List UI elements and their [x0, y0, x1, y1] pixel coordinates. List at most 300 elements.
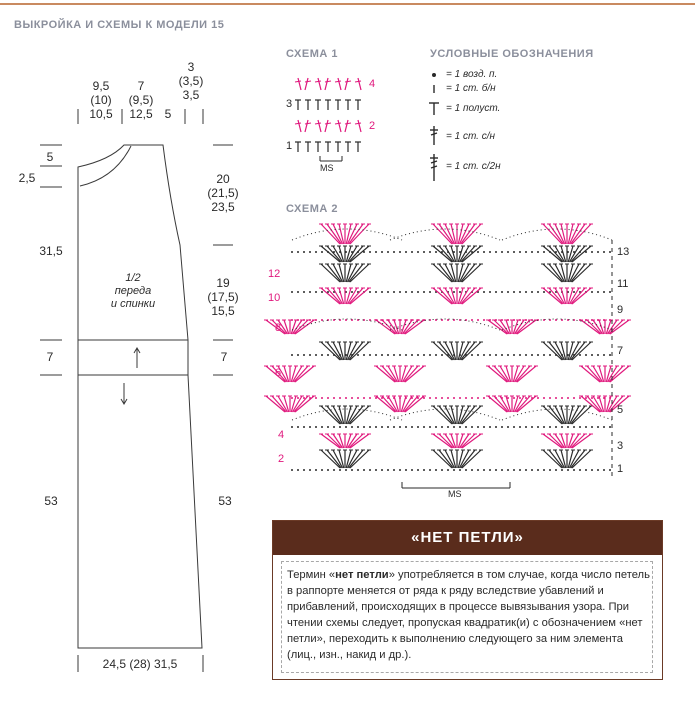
- chain-dot: [579, 469, 581, 471]
- chain-dot: [597, 251, 599, 253]
- chain-dot: [375, 251, 377, 253]
- chain-dot: [387, 291, 389, 293]
- chain-dot: [597, 469, 599, 471]
- chain-dot: [357, 354, 359, 356]
- chain-dot: [543, 291, 545, 293]
- chain-dot: [399, 251, 401, 253]
- chain-dot: [447, 469, 449, 471]
- chain-dot: [495, 291, 497, 293]
- scheme2-row-6: 6: [275, 367, 282, 379]
- chain-dot: [609, 426, 611, 428]
- chain-dot: [333, 397, 335, 399]
- chain-dot: [519, 426, 521, 428]
- chain-dot: [435, 251, 437, 253]
- chain-dot: [327, 397, 329, 399]
- chain-dot: [309, 469, 311, 471]
- legend-item-tr: = 1 ст. с/2н: [446, 161, 501, 172]
- scheme2-row-2: 2: [278, 453, 285, 465]
- chain-dot: [363, 426, 365, 428]
- dim-right-side: 19 (17,5) 15,5: [207, 276, 239, 318]
- chain-dot: [543, 397, 545, 399]
- chain-dot: [417, 291, 419, 293]
- chain-dot: [399, 426, 401, 428]
- chain-dot: [501, 251, 503, 253]
- chain-dot: [315, 397, 317, 399]
- chain-dot: [525, 426, 527, 428]
- chain-dot: [393, 251, 395, 253]
- chain-dot: [531, 291, 533, 293]
- chain-dot: [495, 426, 497, 428]
- chain-dot: [375, 354, 377, 356]
- chain-dot: [603, 354, 605, 356]
- chain-dot: [441, 354, 443, 356]
- chain-dot: [321, 469, 323, 471]
- chain-dot: [321, 291, 323, 293]
- chain-dot: [429, 251, 431, 253]
- chain-dot: [423, 469, 425, 471]
- legend-title: УСЛОВНЫЕ ОБОЗНАЧЕНИЯ: [430, 48, 594, 60]
- chain-dot: [483, 291, 485, 293]
- chain-dot: [525, 251, 527, 253]
- scheme1-row-4: 4: [369, 78, 376, 90]
- chain-dot: [387, 251, 389, 253]
- scheme2-row-1: 1: [617, 463, 624, 475]
- chain-dot: [369, 469, 371, 471]
- chain-dot: [369, 397, 371, 399]
- chain-dot: [399, 291, 401, 293]
- chain-dot: [435, 354, 437, 356]
- chain-dot: [375, 426, 377, 428]
- chain-dot: [381, 251, 383, 253]
- chain-dot: [519, 354, 521, 356]
- scheme1-row-2: 2: [369, 120, 376, 132]
- chain-dot: [483, 319, 485, 321]
- chain-dot: [519, 291, 521, 293]
- chain-dot: [549, 469, 551, 471]
- chain-dot: [591, 397, 593, 399]
- chain-dot: [549, 354, 551, 356]
- chain-dot: [369, 251, 371, 253]
- chain-dot: [531, 469, 533, 471]
- chain-dot: [291, 291, 293, 293]
- chain-dot: [321, 354, 323, 356]
- chain-dot: [507, 469, 509, 471]
- chain-dot: [429, 426, 431, 428]
- chain-dot: [441, 426, 443, 428]
- dim-bottom: 24,5 (28) 31,5: [102, 657, 178, 671]
- chain-dot: [489, 426, 491, 428]
- chain-dot: [507, 251, 509, 253]
- chain-dot: [525, 291, 527, 293]
- chain-dot: [573, 291, 575, 293]
- chain-dot: [537, 291, 539, 293]
- chain-dot: [489, 251, 491, 253]
- note-title: «НЕТ ПЕТЛИ»: [273, 521, 662, 555]
- dim-left-upper: 31,5: [39, 244, 63, 258]
- chain-dot: [303, 469, 305, 471]
- chain-dot: [525, 397, 527, 399]
- chain-dot: [435, 397, 437, 399]
- scheme1-title: СХЕМА 1: [286, 48, 338, 60]
- chain-dot: [441, 397, 443, 399]
- chain-dot: [537, 251, 539, 253]
- chain-dot: [579, 354, 581, 356]
- chain-dot: [573, 469, 575, 471]
- chain-dot: [405, 251, 407, 253]
- chain-dot: [411, 354, 413, 356]
- note-box: [272, 520, 663, 680]
- chain-dot: [591, 426, 593, 428]
- chain-dot: [483, 354, 485, 356]
- dim-left-shoulder: 2,5: [18, 171, 36, 185]
- chain-dot: [609, 251, 611, 253]
- chain-dot: [399, 354, 401, 356]
- chain-dot: [297, 426, 299, 428]
- chain-dot: [417, 354, 419, 356]
- chain-dot: [459, 291, 461, 293]
- chain-dot: [513, 426, 515, 428]
- chain-dot: [471, 426, 473, 428]
- chain-dot: [507, 426, 509, 428]
- chain-arc: [390, 229, 500, 240]
- chain-dot: [345, 469, 347, 471]
- chain-dot: [495, 469, 497, 471]
- note-term: нет петли: [335, 569, 389, 581]
- chain-dot: [333, 426, 335, 428]
- dim-top-d: 3 (3,5) 3,5: [178, 60, 204, 102]
- chain-dot: [423, 251, 425, 253]
- chain-dot: [489, 469, 491, 471]
- chain-dot: [351, 426, 353, 428]
- dim-left-skirt: 53: [44, 494, 58, 508]
- chain-dot: [429, 354, 431, 356]
- chain-dot: [573, 426, 575, 428]
- chain-dot: [435, 426, 437, 428]
- dim-left-band: 7: [46, 350, 54, 364]
- chain-dot: [363, 397, 365, 399]
- chain-dot: [501, 291, 503, 293]
- scheme2-row-4: 4: [278, 429, 285, 441]
- chain-dot: [531, 251, 533, 253]
- chain-dot: [309, 354, 311, 356]
- chain-dot: [513, 251, 515, 253]
- chain-dot: [495, 251, 497, 253]
- chain-dot: [393, 426, 395, 428]
- chain-dot: [531, 426, 533, 428]
- chain-dot: [357, 426, 359, 428]
- chain-dot: [351, 291, 353, 293]
- dim-right-skirt: 53: [218, 494, 232, 508]
- chain-dot: [465, 397, 467, 399]
- scheme2-repeat-label: MS: [448, 489, 462, 499]
- chain-dot: [303, 397, 305, 399]
- chain-dot: [525, 469, 527, 471]
- scheme2-row-11: 11: [617, 278, 629, 290]
- chain-dot: [579, 426, 581, 428]
- chain-dot: [543, 469, 545, 471]
- chain-dot: [513, 469, 515, 471]
- chain-dot: [363, 469, 365, 471]
- chain-dot: [339, 397, 341, 399]
- chain-dot: [477, 397, 479, 399]
- scheme2-row-12: 12: [268, 268, 281, 280]
- chain-dot: [597, 354, 599, 356]
- chain-dot: [405, 354, 407, 356]
- chain-dot: [591, 251, 593, 253]
- chain-dot: [471, 469, 473, 471]
- chain-dot: [585, 354, 587, 356]
- chain-dot: [519, 469, 521, 471]
- scheme1-repeat-label: MS: [320, 163, 334, 173]
- chain-dot: [471, 354, 473, 356]
- dim-right-band: 7: [220, 350, 228, 364]
- scheme2-row-8: 8: [275, 322, 282, 334]
- chain-dot: [327, 469, 329, 471]
- chain-dot: [591, 469, 593, 471]
- chain-dot: [297, 354, 299, 356]
- chain-dot: [465, 426, 467, 428]
- chain-dot: [489, 291, 491, 293]
- chain-dot: [303, 354, 305, 356]
- chain-dot: [351, 469, 353, 471]
- chain-dot: [309, 251, 311, 253]
- scheme2-title: СХЕМА 2: [286, 203, 338, 215]
- scheme2-row-5: 5: [617, 404, 624, 416]
- scheme2-row-7: 7: [617, 345, 624, 357]
- chain-dot: [591, 354, 593, 356]
- chain-dot: [321, 397, 323, 399]
- chain-dot: [393, 291, 395, 293]
- dim-top-b: 7 (9,5) 12,5: [128, 79, 154, 121]
- chain-dot: [447, 426, 449, 428]
- chain-dot: [555, 426, 557, 428]
- chain-dot: [609, 354, 611, 356]
- chain-dot: [483, 426, 485, 428]
- chain-dot: [567, 397, 569, 399]
- dim-top-c: 5: [164, 107, 172, 121]
- chain-dot: [417, 251, 419, 253]
- chain-dot: [387, 354, 389, 356]
- chain-dot: [357, 397, 359, 399]
- chain-dot: [543, 426, 545, 428]
- chain-dot: [483, 469, 485, 471]
- center-label: 1/2 переда и спинки: [110, 272, 156, 310]
- scheme1-row-3: 3: [286, 98, 293, 110]
- chain-dot: [363, 354, 365, 356]
- scheme2-row-9: 9: [617, 304, 624, 316]
- chain-dot: [321, 251, 323, 253]
- chain-dot: [381, 426, 383, 428]
- chain-dot: [465, 469, 467, 471]
- chain-dot: [291, 426, 293, 428]
- chain-dot: [537, 354, 539, 356]
- chain-dot: [303, 426, 305, 428]
- chain-dot: [585, 426, 587, 428]
- chain-dot: [561, 426, 563, 428]
- chain-dot: [453, 397, 455, 399]
- chain-dot: [603, 291, 605, 293]
- chain-dot: [609, 291, 611, 293]
- chain-dot: [585, 469, 587, 471]
- chain-dot: [471, 397, 473, 399]
- chain-dot: [333, 469, 335, 471]
- chain-dot: [315, 251, 317, 253]
- chain-dot: [507, 291, 509, 293]
- chain-dot: [555, 397, 557, 399]
- chain-dot: [483, 397, 485, 399]
- chain-dot: [513, 291, 515, 293]
- chain-dot: [519, 397, 521, 399]
- chain-dot: [291, 251, 293, 253]
- chain-dot: [315, 291, 317, 293]
- chain-dot: [345, 397, 347, 399]
- legend-item-chain: = 1 возд. п.: [446, 69, 498, 80]
- chain-dot: [405, 291, 407, 293]
- chain-dot: [567, 469, 569, 471]
- chain-dot: [345, 426, 347, 428]
- chain-dot: [519, 251, 521, 253]
- chain-dot: [459, 426, 461, 428]
- chain-dot: [411, 291, 413, 293]
- legend-item-dc: = 1 ст. с/н: [446, 131, 496, 142]
- chain-dot: [585, 397, 587, 399]
- chain-dot: [573, 397, 575, 399]
- chain-dot: [315, 354, 317, 356]
- chain-dot: [513, 397, 515, 399]
- chain-dot: [387, 469, 389, 471]
- chain-dot: [429, 397, 431, 399]
- chain-dot: [435, 469, 437, 471]
- chain-dot: [405, 426, 407, 428]
- chain-dot: [369, 354, 371, 356]
- chain-dot: [339, 469, 341, 471]
- chain-dot: [531, 354, 533, 356]
- chain-dot: [441, 469, 443, 471]
- chain-dot: [393, 469, 395, 471]
- chain-dot: [561, 397, 563, 399]
- chain-dot: [381, 291, 383, 293]
- legend-item-hdc: = 1 полуст.: [446, 103, 501, 114]
- chain-dot: [369, 426, 371, 428]
- chain-dot: [399, 469, 401, 471]
- chain-dot: [351, 397, 353, 399]
- chain-dot: [597, 291, 599, 293]
- chain-dot: [603, 426, 605, 428]
- note-text: Термин «нет петли» употребляется в том случае, когда число петель в раппорте меняется от ряда к ряду вследствие убавлений и прибавлений, происходящих в процессе вывязывания узора. При чтении схемы следует, пропуская квадратик(и) с обозначением «нет петли», переходить к выполнению следующего за ним элемента (лиц., изн., накид и др.).: [287, 569, 650, 661]
- chain-dot: [339, 426, 341, 428]
- chain-dot: [609, 469, 611, 471]
- chain-dot: [477, 354, 479, 356]
- chain-dot: [537, 397, 539, 399]
- chain-dot: [501, 354, 503, 356]
- chain-dot: [483, 251, 485, 253]
- chain-dot: [453, 426, 455, 428]
- chain-dot: [579, 397, 581, 399]
- chain-dot: [315, 426, 317, 428]
- chain-dot: [561, 469, 563, 471]
- chain-dot: [537, 426, 539, 428]
- chain-dot: [495, 354, 497, 356]
- chain-dot: [423, 291, 425, 293]
- dim-top-a: 9,5 (10) 10,5: [89, 79, 113, 121]
- scheme2-row-10: 10: [268, 292, 281, 304]
- chain-dot: [477, 469, 479, 471]
- dim-right-armhole: 20 (21,5) 23,5: [207, 172, 239, 214]
- chain-dot: [423, 354, 425, 356]
- chain-dot: [501, 426, 503, 428]
- chain-dot: [381, 354, 383, 356]
- chain-dot: [459, 397, 461, 399]
- chain-dot: [297, 251, 299, 253]
- chain-dot: [309, 426, 311, 428]
- chain-dot: [489, 354, 491, 356]
- chain-dot: [603, 469, 605, 471]
- chain-dot: [405, 469, 407, 471]
- chain-dot: [453, 291, 455, 293]
- chain-dot: [291, 469, 293, 471]
- legend-item-sc: = 1 ст. б/н: [446, 83, 496, 94]
- chain-dot: [597, 397, 599, 399]
- scheme2-row-3: 3: [617, 440, 624, 452]
- chain-dot: [303, 291, 305, 293]
- chain-dot: [297, 291, 299, 293]
- chain-dot: [411, 251, 413, 253]
- scheme2-row-13: 13: [617, 246, 630, 258]
- chain-dot: [543, 251, 545, 253]
- chain-dot: [369, 291, 371, 293]
- chain-dot: [471, 319, 473, 321]
- chain-dot: [567, 426, 569, 428]
- chain-dot: [453, 469, 455, 471]
- chain-dot: [381, 469, 383, 471]
- chain-dot: [549, 397, 551, 399]
- chain-dot: [297, 469, 299, 471]
- chain-dot: [303, 251, 305, 253]
- chain-dot: [411, 426, 413, 428]
- chain-dot: [375, 291, 377, 293]
- chain-dot: [327, 354, 329, 356]
- page-title: ВЫКРОЙКА И СХЕМЫ К МОДЕЛИ 15: [14, 19, 225, 31]
- chain-dot: [459, 469, 461, 471]
- chain-dot: [375, 469, 377, 471]
- chain-dot: [315, 469, 317, 471]
- chain-dot: [555, 469, 557, 471]
- chain-dot: [543, 354, 545, 356]
- chain-dot: [507, 354, 509, 356]
- chain-dot: [597, 426, 599, 428]
- chain-dot: [549, 426, 551, 428]
- chain-dot: [603, 251, 605, 253]
- chain-dot: [291, 354, 293, 356]
- chain-dot: [423, 426, 425, 428]
- chain-dot: [327, 426, 329, 428]
- chain-dot: [297, 397, 299, 399]
- chain-dot: [501, 469, 503, 471]
- chain-dot: [411, 469, 413, 471]
- chain-dot: [525, 354, 527, 356]
- chain-dot: [477, 426, 479, 428]
- chain-dot: [321, 426, 323, 428]
- chain-dot: [477, 251, 479, 253]
- chain-dot: [387, 426, 389, 428]
- chain-dot: [591, 291, 593, 293]
- chain-dot: [357, 469, 359, 471]
- chain-arc: [292, 409, 402, 420]
- chain-dot: [477, 319, 479, 321]
- chain-dot: [393, 354, 395, 356]
- dim-left-neck: 5: [46, 150, 54, 164]
- chain-dot: [291, 397, 293, 399]
